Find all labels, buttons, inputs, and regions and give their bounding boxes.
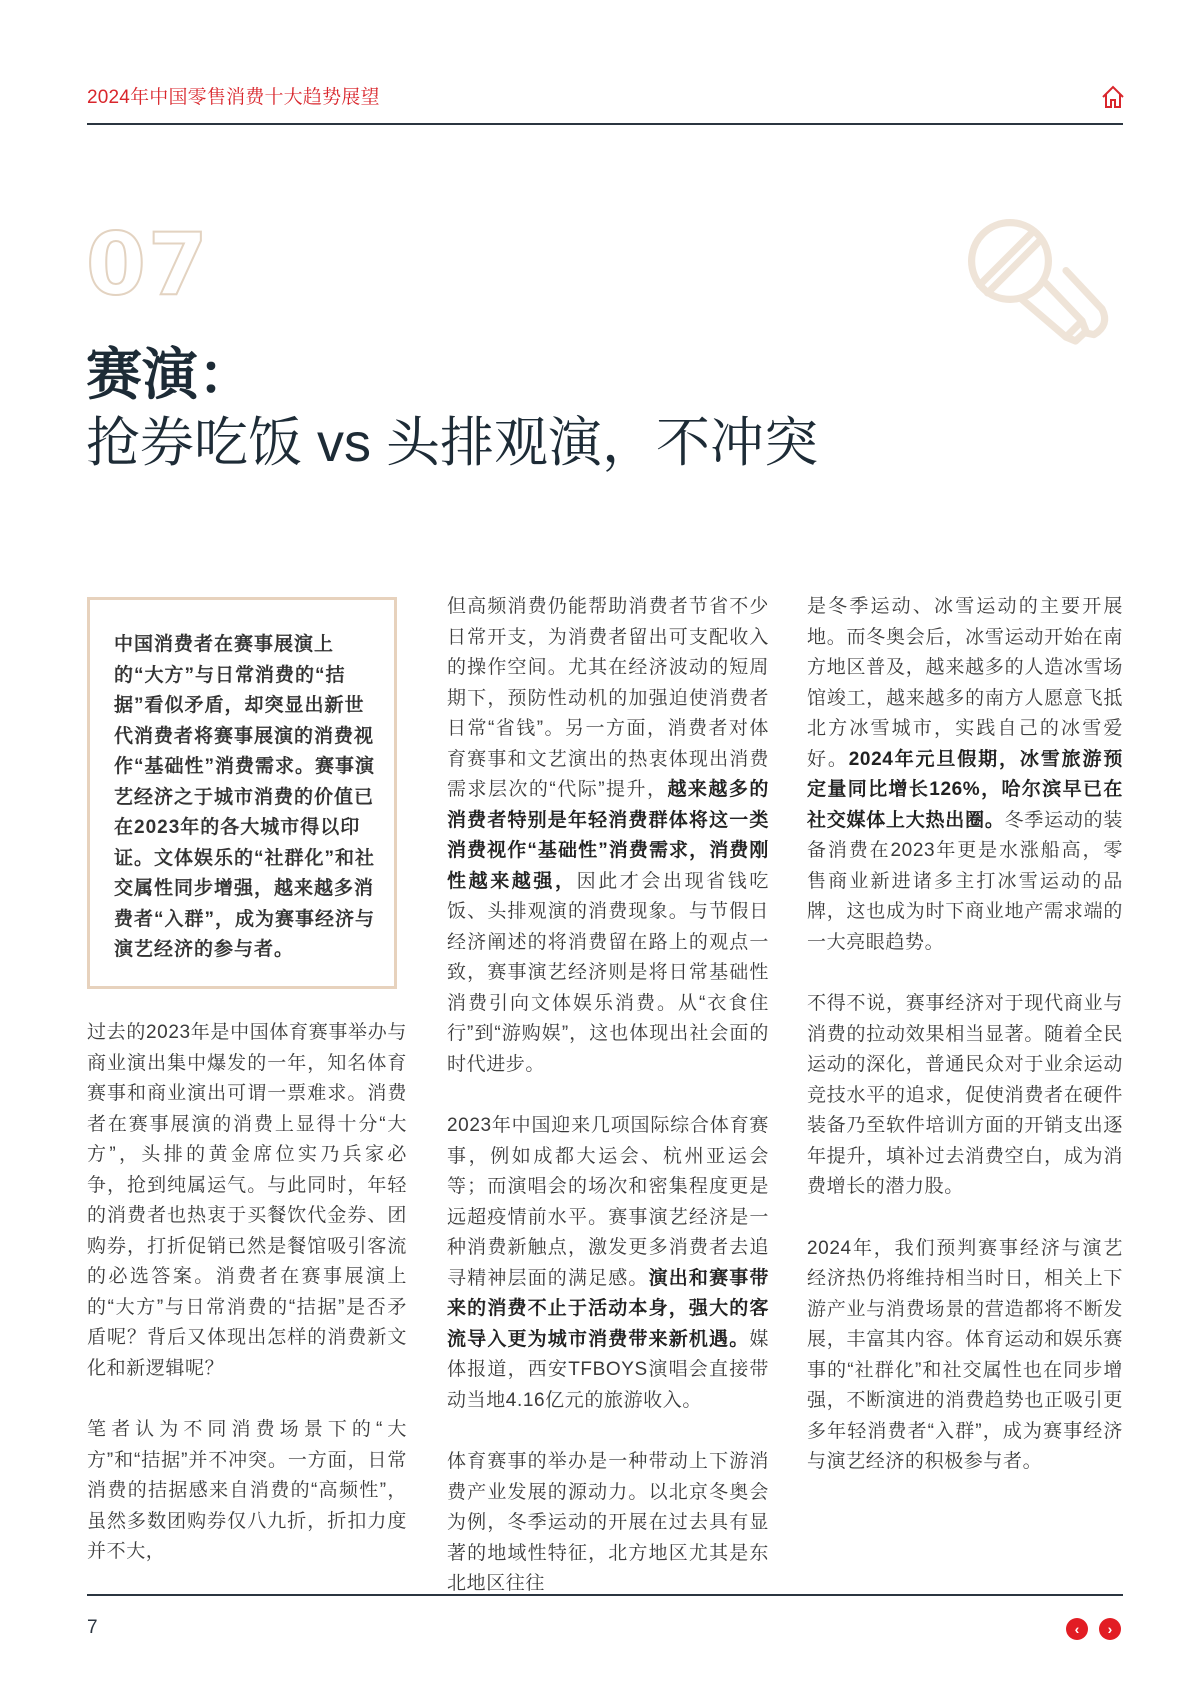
footer-divider bbox=[87, 1594, 1123, 1596]
section-title: 赛演： bbox=[86, 343, 254, 406]
text-run: 媒体报道，西安TFBOYS演唱会直接带动当地4.16亿元的旅游收入。 bbox=[447, 1328, 769, 1411]
text-run: 2023年中国迎来几项国际综合体育赛事，例如成都大运会、杭州亚运会等；而演唱会的场次和密集程度更是远超疫情前水平。赛事演艺经济是一种消费新触点，激发更多消费者去追寻精神层面的满足感。 bbox=[447, 1115, 769, 1289]
text-run: 但高频消费仍能帮助消费者节省不少日常开支，为消费者留出可支配收入的操作空间。尤其在经济波动的短周期下，预防性动机的加强迫使消费者日常“省钱”。另一方面，消费者对体育赛事和文艺演出的热衷体现出消费需求层次的“代际”提升， bbox=[447, 596, 769, 800]
paragraph: 2024年，我们预判赛事经济与演艺经济热仍将维持相当时日，相关上下游产业与消费场景的营造都将不断发展，丰富其内容。体育运动和娱乐赛事的“社群化”和社交属性也在同步增强，不断演进的消费趋势也正吸引更多年轻消费者“入群”，成为赛事经济与演艺经济的积极参与者。 bbox=[807, 1237, 1123, 1472]
column-3 bbox=[807, 592, 1123, 1509]
document-title: 2024年中国零售消费十大趋势展望 bbox=[87, 87, 380, 108]
column-2 bbox=[447, 592, 769, 1631]
microphone-icon bbox=[938, 205, 1130, 365]
paragraph bbox=[447, 592, 769, 1080]
text-run: 是冬季运动、冰雪运动的主要开展地。而冬奥会后，冰雪运动开始在南方地区普及，越来越多的人造冰雪场馆竣工，越来越多的南方人愿意飞抵北方冰雪城市，实践自己的冰雪爱好。 bbox=[807, 596, 1123, 770]
paragraph: 体育赛事的举办是一种带动上下游消费产业发展的源动力。以北京冬奥会为例，冬季运动的开展在过去具有显著的地域性特征，北方地区尤其是东北地区往往 bbox=[447, 1451, 769, 1594]
text-run: 冬季运动的装备消费在2023年更是水涨船高，零售商业新进诸多主打冰雪运动的品牌，这也成为时下商业地产需求端的一大亮眼趋势。 bbox=[807, 809, 1123, 953]
bold-text: 演出和赛事带来的消费不止于活动本身，强大的客流导入更为城市消费带来新机遇。 bbox=[447, 1267, 769, 1350]
paragraph bbox=[807, 592, 1123, 958]
section-number: 07 bbox=[86, 215, 210, 315]
section-subtitle: 抢券吃饭 vs 头排观演，不冲突 bbox=[86, 413, 819, 473]
paragraph: 笔者认为不同消费场景下的“大方”和“拮据”并不冲突。一方面，日常消费的拮据感来自消费的“高频性”，虽然多数团购券仅八九折，折扣力度并不大， bbox=[87, 1419, 407, 1562]
next-page-button[interactable]: › bbox=[1099, 1618, 1121, 1640]
text-run: 因此才会出现省钱吃饭、头排观演的消费现象。与节假日经济阐述的将消费留在路上的观点一致，赛事演艺经济则是将日常基础性消费引向文体娱乐消费。从“衣食住行”到“游购娱”，这也体现出社会面的时代进步。 bbox=[447, 870, 769, 1075]
header-divider bbox=[87, 123, 1123, 125]
callout-text: 中国消费者在赛事展演上的“大方”与日常消费的“拮据”看似矛盾，却突显出新世代消费者将赛事展演的消费视作“基础性”消费需求。赛事演艺经济之于城市消费的价值已在2023年的各大城市得以印证。文体娱乐的“社群化”和社交属性同步增强，越来越多消费者“入群”，成为赛事经济与演艺经济的参与者。 bbox=[114, 634, 376, 960]
paragraph: 过去的2023年是中国体育赛事举办与商业演出集中爆发的一年，知名体育赛事和商业演出可谓一票难求。消费者在赛事展演的消费上显得十分“大方”，头排的黄金席位实乃兵家必争，抢到纯属运气。与此同时，年轻的消费者也热衷于买餐饮代金券、团购券，打折促销已然是餐馆吸引客流的必选答案。消费者在赛事展演上的“大方”与日常消费的“拮据”是否矛盾呢？背后又体现出怎样的消费新文化和新逻辑呢？ bbox=[87, 1022, 407, 1379]
previous-page-button[interactable]: ‹ bbox=[1066, 1618, 1088, 1640]
bold-text: 2024年元旦假期，冰雪旅游预定量同比增长126%，哈尔滨早已在社交媒体上大热出圈。 bbox=[807, 748, 1123, 831]
column-1 bbox=[87, 1018, 407, 1599]
home-icon[interactable] bbox=[1100, 84, 1126, 110]
page-number: 7 bbox=[87, 1617, 98, 1638]
paragraph: 不得不说，赛事经济对于现代商业与消费的拉动效果相当显著。随着全民运动的深化，普通民众对于业余运动竞技水平的追求，促使消费者在硬件装备乃至软件培训方面的开销支出逐年提升，填补过去消费空白，成为消费增长的潜力股。 bbox=[807, 993, 1123, 1197]
paragraph bbox=[447, 1111, 769, 1416]
bold-text: 越来越多的消费者特别是年轻消费群体将这一类消费视作“基础性”消费需求，消费刚性越来越强， bbox=[447, 779, 769, 892]
